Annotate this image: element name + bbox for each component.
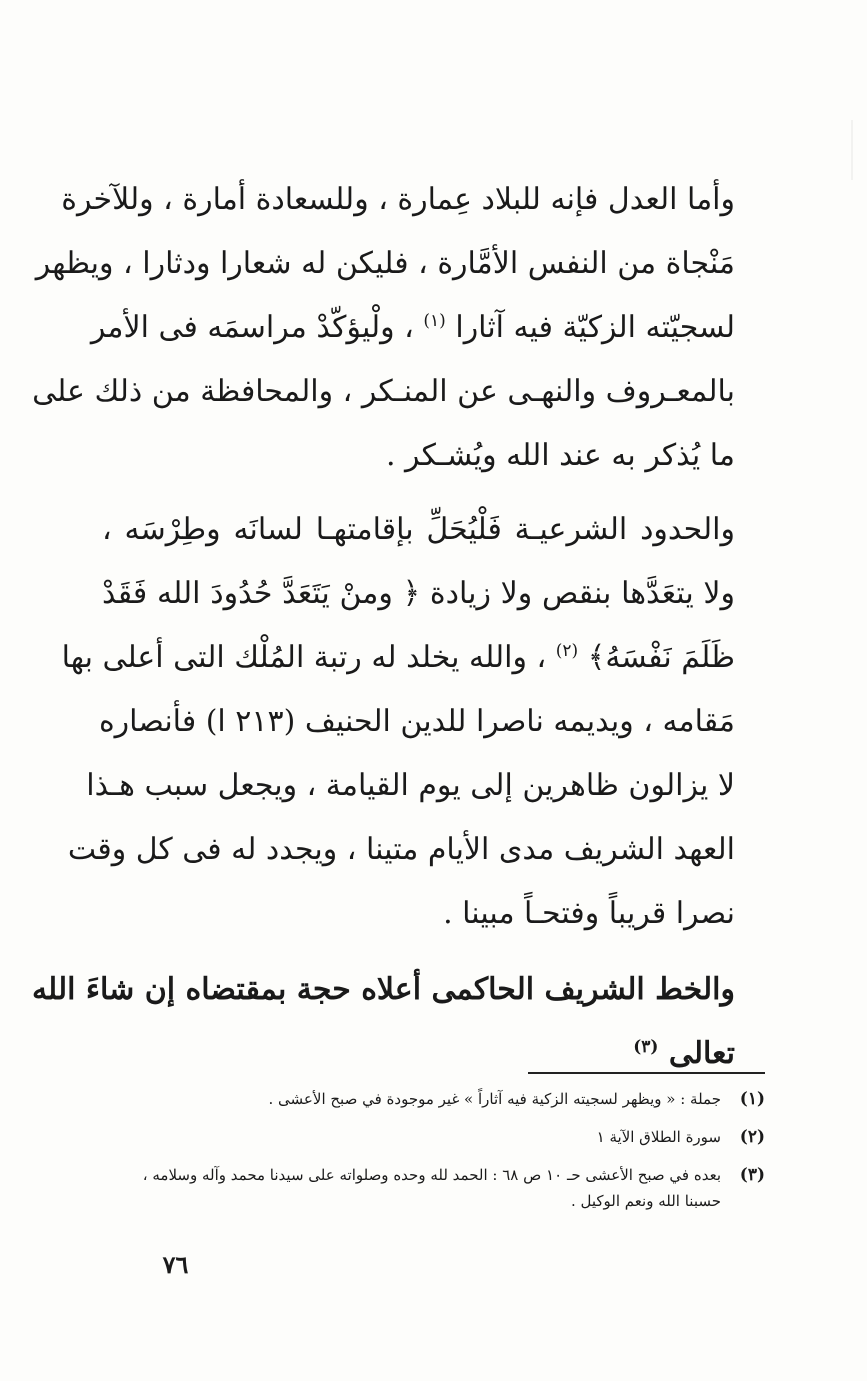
text-segment: تعالى bbox=[668, 1036, 735, 1071]
page-number bbox=[0, 1250, 867, 1279]
text-line: لا يزالون ظاهرين إلى يوم القيامة ، ويجعل سبب هـذا bbox=[86, 768, 735, 803]
footnote-ref-3: (٣) bbox=[633, 1037, 659, 1057]
text-line: والخط الشريف الحاكمى أعلاه حجة بمقتضاه إن شاءَ الله bbox=[31, 972, 735, 1007]
footnotes bbox=[102, 1086, 765, 1226]
footnote-text: جملة : « ويظهر لسجيته الزكية فيه آثاراً » غير موجودة في صبح الأعشى . bbox=[268, 1090, 721, 1108]
text-segment: ظَلَمَ نَفْسَهُ﴾ bbox=[587, 640, 735, 675]
paragraph-hudud bbox=[61, 498, 765, 946]
footnote-2 bbox=[102, 1124, 765, 1150]
text-line bbox=[61, 626, 765, 690]
footnote-number: (٣) bbox=[739, 1165, 765, 1185]
text-line: ما يُذكر به عند الله ويُشـكر . bbox=[385, 438, 735, 473]
footnote-text: سورة الطلاق الآية ١ bbox=[596, 1128, 721, 1146]
footnote-3 bbox=[102, 1162, 765, 1214]
paragraph-khatt bbox=[31, 958, 765, 1086]
text-line: مَقامه ، ويديمه ناصرا للدين الحنيف (٢١٣ ا) فأنصاره bbox=[98, 704, 735, 739]
text-line: والحدود الشرعيـة فَلْيُحَلِّ بإقامتهـا لسانَه وطِرْسَه ، bbox=[102, 512, 735, 547]
page-number-value: ٧٦ bbox=[162, 1250, 189, 1279]
text-line: مَنْجاة من النفس الأمَّارة ، فليكن له شعارا ودثارا ، ويظهر bbox=[35, 246, 735, 281]
text-segment: ، والله يخلد له رتبة المُلْك التى أعلى بها bbox=[61, 640, 547, 675]
main-text bbox=[31, 168, 765, 1086]
text-line bbox=[102, 1022, 765, 1086]
text-line bbox=[90, 296, 765, 360]
footnote-ref-1: (١) bbox=[423, 311, 446, 331]
text-line: ولا يتعَدَّها بنقص ولا زيادة ﴿ ومنْ يَتَعَدَّ حُدُودَ الله فَقَدْ bbox=[102, 576, 735, 611]
text-line: العهد الشريف مدى الأيام متينا ، ويجدد له فى كل وقت bbox=[67, 832, 735, 867]
footnote-ref-2: (٢) bbox=[555, 641, 579, 661]
footnote-1 bbox=[102, 1086, 765, 1112]
text-line: نصرا قريباً وفتحـاً مبينا . bbox=[443, 896, 735, 931]
footnote-number: (٢) bbox=[739, 1127, 765, 1147]
footnote-text: بعده في صبح الأعشى حـ ١٠ ص ٦٨ : الحمد لله وحده وصلواته على سيدنا محمد وآله وسلامه ، حسبنا الله ونعم الوكيل . bbox=[142, 1166, 721, 1210]
text-line: بالمعـروف والنهـى عن المنـكر ، والمحافظة من ذلك على bbox=[32, 374, 735, 409]
paragraph-justice bbox=[32, 168, 765, 488]
text-line: وأما العدل فإنه للبلاد عِمارة ، وللسعادة أمارة ، وللآخرة bbox=[61, 182, 735, 217]
footnote-number: (١) bbox=[739, 1089, 765, 1109]
page-scan-mark bbox=[851, 120, 853, 180]
footnote-divider bbox=[528, 1072, 765, 1074]
text-segment: لسجيّته الزكيّة فيه آثارا bbox=[455, 310, 735, 345]
text-segment: ، ولْيؤكّدْ مراسمَه فى الأمر bbox=[90, 310, 414, 345]
